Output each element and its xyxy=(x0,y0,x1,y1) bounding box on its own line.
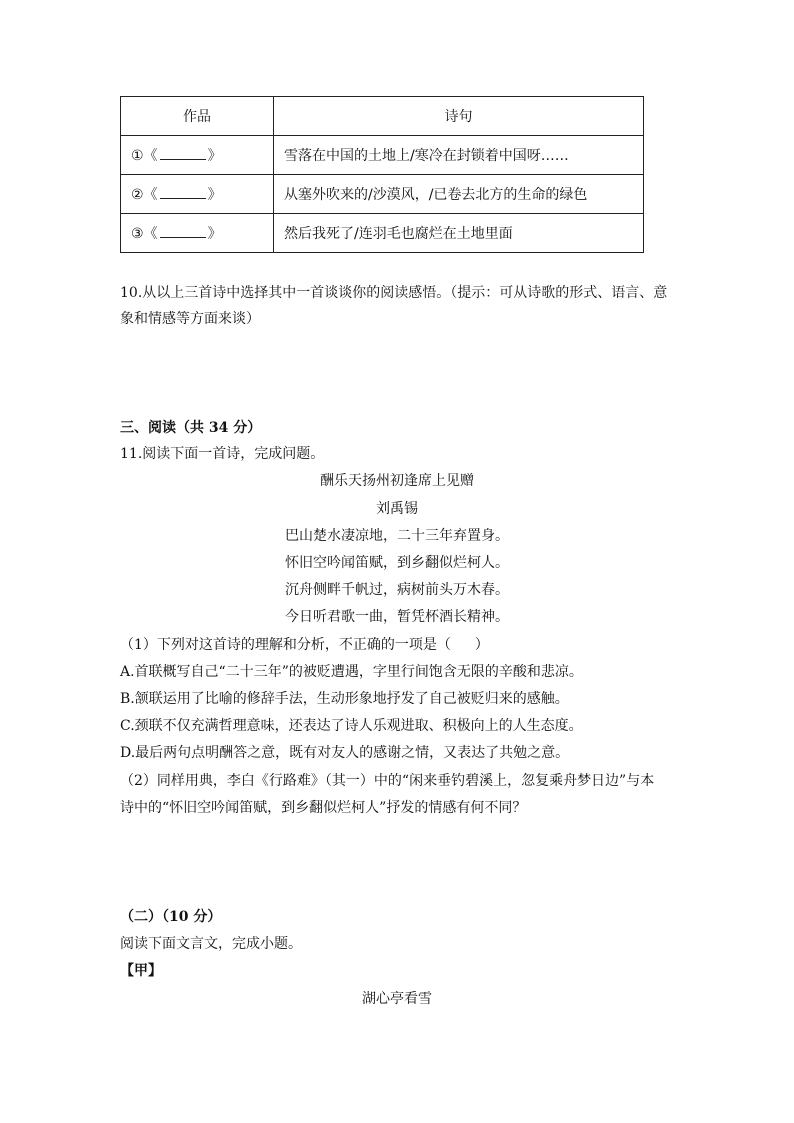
part-intro: 阅读下面文言文，完成小题。 xyxy=(120,936,302,952)
stem-text: （1）下列对这首诗的理解和分析，不正确的一项是（ xyxy=(120,637,451,653)
question-11-2-line2: 诗中的“怀旧空吟闻笛赋，到乡翻似烂柯人”抒发的情感有何不同？ xyxy=(120,800,527,816)
poem-line: 今日听君歌一曲，暂凭杯酒长精神。 xyxy=(285,609,509,625)
lines-cell: 然后我死了/连羽毛也腐烂在土地里面 xyxy=(274,214,644,253)
table-header-row xyxy=(121,97,644,136)
work-close: 》 xyxy=(207,148,222,164)
poem-line: 怀旧空吟闻笛赋，到乡翻似烂柯人。 xyxy=(285,555,509,571)
work-number: ①《 xyxy=(131,148,158,164)
table-row xyxy=(121,175,644,214)
answer-blank[interactable] xyxy=(160,147,206,160)
lines-cell: 从塞外吹来的/沙漠风，/已卷去北方的生命的绿色 xyxy=(274,175,644,214)
lines-cell: 雪落在中国的土地上/寒冷在封锁着中国呀…… xyxy=(274,136,644,175)
option-c: C.颈联不仅充满哲理意味，还表达了诗人乐观进取、积极向上的人生态度。 xyxy=(120,718,583,734)
work-close: 》 xyxy=(207,226,222,242)
question-11-intro: 11.阅读下面一首诗，完成问题。 xyxy=(120,446,325,462)
table-row xyxy=(121,136,644,175)
poem-line: 巴山楚水凄凉地，二十三年弃置身。 xyxy=(285,528,509,544)
passage-title: 湖心亭看雪 xyxy=(362,991,432,1007)
question-11-1-stem xyxy=(120,635,680,655)
work-cell xyxy=(121,214,274,253)
work-cell xyxy=(121,136,274,175)
option-a: A.首联概写自己“二十三年”的被贬遭遇，字里行间饱含无限的辛酸和悲凉。 xyxy=(120,664,583,680)
header-lines: 诗句 xyxy=(274,97,644,136)
poem-table xyxy=(120,96,644,253)
poem-line: 沉舟侧畔千帆过，病树前头万木春。 xyxy=(285,582,509,598)
work-number: ③《 xyxy=(131,226,158,242)
work-close: 》 xyxy=(207,187,222,203)
passage-label: 【甲】 xyxy=(120,963,162,979)
question-10-line1: 10.从以上三首诗中选择其中一首谈谈你的阅读感悟。（提示：可从诗歌的形式、语言、意 xyxy=(120,285,668,301)
question-11-2-line1: （2）同样用典，李白《行路难》（其一）中的“闲来垂钓碧溪上，忽复乘舟梦日边”与本 xyxy=(120,773,655,789)
option-d: D.最后两句点明酬答之意，既有对友人的感谢之情，又表达了共勉之意。 xyxy=(120,745,570,761)
question-10-line2: 象和情感等方面来谈） xyxy=(120,311,260,327)
option-b: B.颔联运用了比喻的修辞手法，生动形象地抒发了自己被贬归来的感触。 xyxy=(120,691,569,707)
header-work: 作品 xyxy=(121,97,274,136)
poem-author: 刘禹锡 xyxy=(376,501,418,517)
answer-blank[interactable] xyxy=(160,186,206,199)
work-cell xyxy=(121,175,274,214)
stem-close: ） xyxy=(474,637,489,653)
answer-blank[interactable] xyxy=(160,225,206,238)
section-heading: 三、阅读（共 34 分） xyxy=(120,420,262,436)
poem-title: 酬乐天扬州初逢席上见赠 xyxy=(320,473,474,489)
table-row xyxy=(121,214,644,253)
work-number: ②《 xyxy=(131,187,158,203)
part-heading: （二）（10 分） xyxy=(120,909,222,925)
